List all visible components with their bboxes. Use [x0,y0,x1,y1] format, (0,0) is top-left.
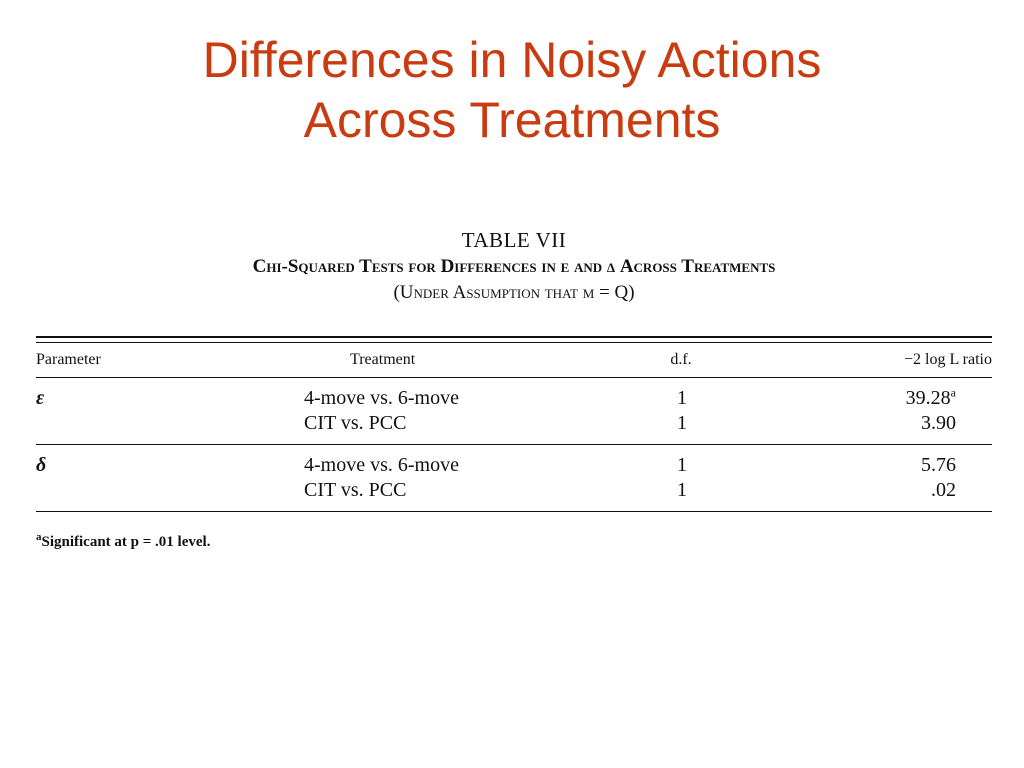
slide-title-line2: Across Treatments [303,92,721,148]
header-treatment: Treatment [350,351,416,368]
significance-marker: a [950,385,956,400]
results-table [36,226,992,551]
footnote-marker: a [36,531,42,543]
table-number: TABLE VII [461,228,567,252]
table-row [36,411,992,436]
treatment-cell: 4-move vs. 6-move [304,387,459,409]
ratio-value: 39.28 [905,387,951,409]
df-cell: 1 [677,412,687,434]
table-footnote [36,531,992,551]
header-parameter: Parameter [36,351,101,368]
table-caption [36,226,992,306]
footnote-text: Significant at p = .01 level. [41,534,211,550]
table-caption-line1: Chi-Squared Tests for Differences in ε and δ Across Treatments [252,256,776,277]
bottom-rule [36,511,992,512]
header-df: d.f. [670,351,692,368]
top-double-rule [36,336,992,343]
table-group-delta [36,445,992,511]
df-cell: 1 [677,454,687,476]
table-group-epsilon [36,378,992,444]
parameter-epsilon: ε [36,387,45,409]
ratio-cell: 3.90 [921,412,956,434]
slide-title [0,30,1024,150]
header-ratio: −2 log L ratio [904,351,992,368]
treatment-cell: CIT vs. PCC [304,479,407,501]
table-caption-line2: (Under Assumption that μ = Q) [393,282,635,303]
treatment-cell: 4-move vs. 6-move [304,454,459,476]
df-cell: 1 [677,479,687,501]
table-row [36,386,992,411]
table-header-row [36,343,992,377]
treatment-cell: CIT vs. PCC [304,412,407,434]
ratio-cell: .02 [931,479,956,501]
ratio-cell [906,386,956,411]
ratio-cell: 5.76 [921,454,956,476]
table-row [36,478,992,503]
slide-title-line1: Differences in Noisy Actions [202,32,822,88]
df-cell: 1 [677,387,687,409]
parameter-delta: δ [36,454,47,476]
table-row [36,453,992,478]
